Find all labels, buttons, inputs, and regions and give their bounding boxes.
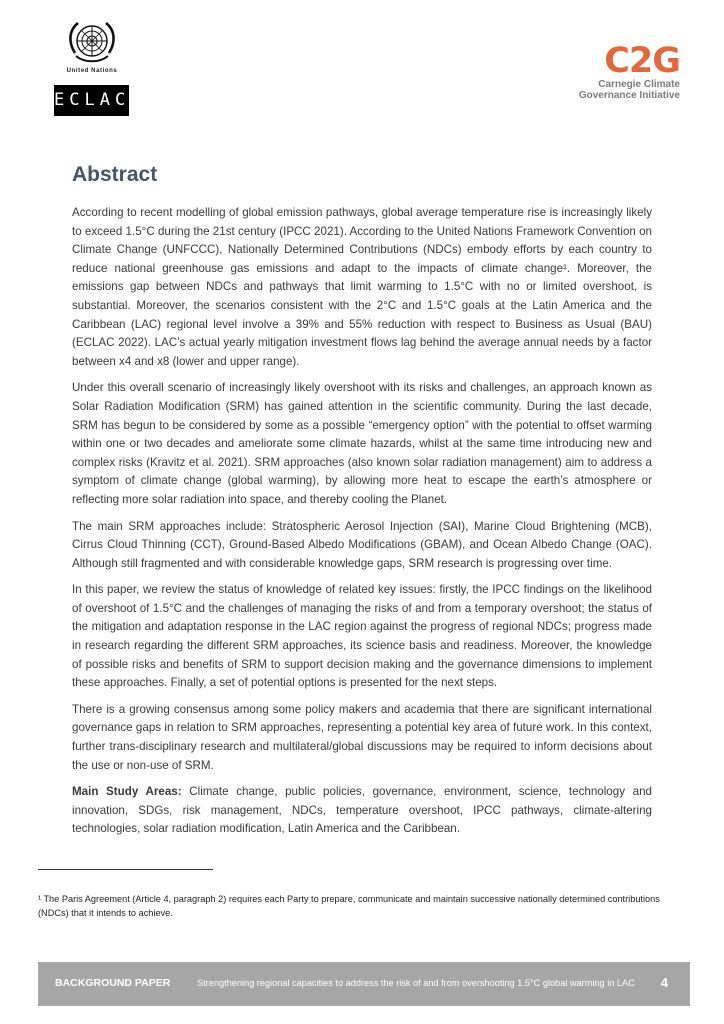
page-number: 4 bbox=[660, 975, 668, 990]
footer-title: Strengthening regional capacities to address the risk of and from overshooting 1.5°C global warming in LAC bbox=[197, 978, 635, 988]
keywords-label: Main Study Areas: bbox=[72, 785, 182, 799]
c2g-line2: Governance Initiative bbox=[578, 90, 680, 101]
c2g-mark: C2G bbox=[604, 41, 680, 81]
c2g-logo bbox=[578, 41, 680, 101]
un-emblem-icon bbox=[66, 20, 118, 66]
footnote-divider bbox=[38, 869, 213, 870]
c2g-line1: Carnegie Climate bbox=[598, 79, 680, 90]
eclac-logo: ECLAC bbox=[54, 85, 129, 116]
keywords-text: Climate change, public policies, governance, environment, science, technology and innovation, SDGs, risk management, NDCs, temperature overshoot, IPCC pathways, climate-altering technologies, solar radiation modification, Latin America and the Caribbean. bbox=[72, 785, 652, 836]
keywords-paragraph bbox=[72, 783, 652, 839]
un-text: United Nations bbox=[66, 68, 118, 74]
paragraph: In this paper, we review the status of knowledge of related key issues: firstly, the IPCC findings on the likelihood of overshoot of 1.5°C and the challenges of managing the risks of and from a temporary overshoot; the status of the mitigation and adaptation response in the LAC region against the progress of regional NDCs; progress made in research regarding the different SRM approaches, its science basis and readiness. Moreover, the knowledge of possible risks and benefits of SRM to support decision making and the governance dimensions to implement these approaches. Finally, a set of potential options is presented for the next steps. bbox=[72, 583, 652, 690]
paragraph: The main SRM approaches include: Stratospheric Aerosol Injection (SAI), Marine Cloud Brightening (MCB), Cirrus Cloud Thinning (CCT), Ground-Based Albedo Modifications (GBAM), and Ocean Albedo Change (OAC). Although still fragmented and with considerable knowledge gaps, SRM research is progressing over time. bbox=[72, 519, 652, 570]
footer-label: BACKGROUND PAPER bbox=[55, 977, 171, 989]
page-title: Abstract bbox=[72, 163, 158, 186]
paragraph: Under this overall scenario of increasingly likely overshoot with its risks and challenges, an approach known as Solar Radiation Modification (SRM) has gained attention in the scientific community. During the last decade, SRM has begun to be considered by some as a possible “emergency option” with the potential to offset warming within one or two decades and ameliorate some climate hazards, whilst at the same time introducing new and complex risks (Kravitz et al. 2021). SRM approaches (also known solar radiation management) aim to address a symptom of climate change (global warming), by allowing more heat to escape the earth’s atmosphere or reflecting more solar radiation into space, and thereby cooling the Planet. bbox=[72, 381, 652, 506]
paragraph: According to recent modelling of global emission pathways, global average temperature rise is increasingly likely to exceed 1.5°C during the 21st century (IPCC 2021). According to the United Nations Framework Convention on Climate Change (UNFCCC), Nationally Determined Contributions (NDCs) embody efforts by each country to reduce national greenhouse gas emissions and adapt to the impacts of climate change¹. Moreover, the emissions gap between NDCs and pathways that limit warming to 1.5°C with no or limited overshoot, is substantial. Moreover, the scenarios consistent with the 2°C and 1.5°C goals at the Latin America and the Caribbean (LAC) regional level involve a 39% and 55% reduction with respect to Business as Usual (BAU) (ECLAC 2022). LAC’s actual yearly mitigation investment flows lag behind the average annual needs by a factor between x4 and x8 (lower and upper range). bbox=[72, 206, 652, 368]
abstract-body bbox=[72, 204, 652, 847]
paragraph: There is a growing consensus among some policy makers and academia that there are significant international governance gaps in relation to SRM approaches, representing a potential key area of future work. In this context, further trans-disciplinary research and multilateral/global discussions may be required to inform decisions about the use or non-use of SRM. bbox=[72, 702, 652, 772]
footnote: ¹ The Paris Agreement (Article 4, paragraph 2) requires each Party to prepare, communicate and maintain successive nationally determined contributions (NDCs) that it intends to achieve. bbox=[38, 894, 660, 918]
footer-bar bbox=[38, 962, 690, 1006]
un-logo bbox=[60, 20, 124, 74]
